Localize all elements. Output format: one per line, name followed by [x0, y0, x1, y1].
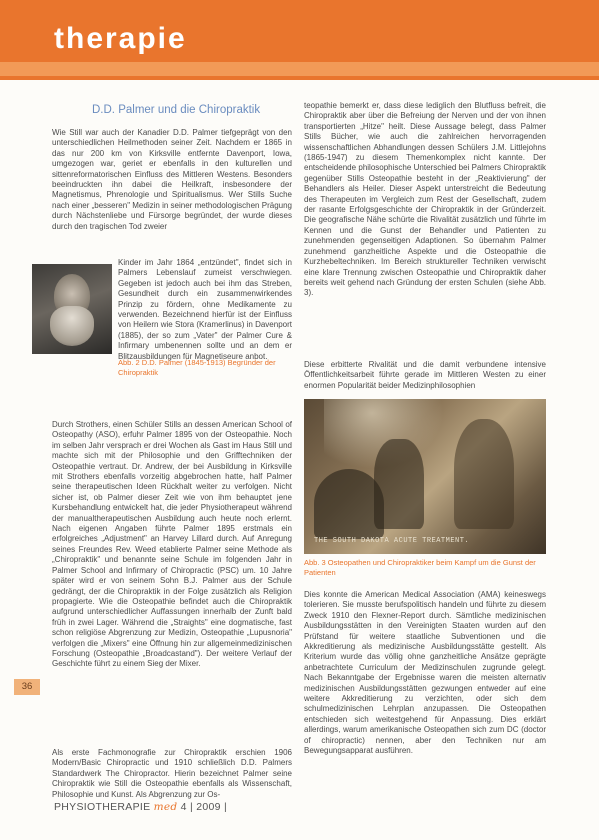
photo-caption: Abb. 3 Osteopathen und Chiropraktiker beim Kampf um die Gunst der Patienten [304, 558, 536, 577]
footer-med: med [153, 801, 178, 813]
footer [54, 801, 227, 813]
footer-magazine: PHYSIOTHERAPIE [54, 801, 151, 813]
header-stripe [0, 62, 599, 76]
paragraph: Dies konnte die American Medical Association (AMA) keineswegs tolerieren. Sie musste berufspolitisch handeln und führte zu diesem Zweck 1910 den Flexner-Report durch. Sämtliche medizinischen Ausbildungsstätten in den Vereinigten Staaten wurden auf den Prüfstand für weitere staatliche Subventionen und die Akkreditierung als medizinische Ausbildungsstätte gestellt. Als Kriterium wurde das völlig ohne ganzheitliche Ansätze geprägte anbetrachtete Curriculum der Medizinschulen zugrunde gelegt. Nach Bekanntgabe der Ergebnisse waren die meisten alternativ medizinischen Ausbildungsstätten gezwungen entweder auf eine weitere Akkreditierung zu verzichten, oder sich dem schulmedizinischen Lehrplan anzupassen. Die Osteopathen entschieden sich weitestgehend für Anpassung. Dies erklärt allerdings, warum amerikanische Osteopathen sich zum DC (doctor of chiropractic) nennen, aber den Techniken nur am Bewegungsapparat ausführen. [304, 590, 546, 756]
page-header [0, 0, 599, 80]
portrait-beard [50, 306, 94, 346]
photo-inscription: THE SOUTH DAKOTA ACUTE TREATMENT. [314, 537, 470, 545]
column-left-bottom [52, 420, 292, 670]
column-right-mid [304, 360, 546, 391]
article-title: D.D. Palmer und die Chiropraktik [92, 104, 261, 116]
paragraph: Kinder im Jahr 1864 „entzündet", findet sich in Palmers Lebenslauf zumeist verschwiegen. Gegeben ist jedoch auch bei ihm das Streben, Gesundheit durch ein zusammenwirkendes Prinzip zu fördern, ohne Medikamente zu verwenden. Bezeichnend hierfür ist der Einfluss von Heilern wie Stora (Kramerlinus) in Davenport (1885), der so zum „Vater" der Palmer Cure & Infirmary umbenennen sollte und an dem er Blitzausbildungen für Magnetiseure anbot. [118, 258, 292, 361]
paragraph: Wie Still war auch der Kanadier D.D. Palmer tiefgeprägt von den unterschiedlichen Heilmethoden seiner Zeit. Nachdem er 1865 in das nur 200 km von Kirksville entfernte Davenport, Iowa, umgezogen war, geriet er ebenfalls in den kulturellen und sittenreformatorischen Einfluss des Mittleren Westens. Besonders beeindruckten ihn dabei die Heilkraft, insbesondere der Magnetismus, Phrenologie und Spiritualismus. Wer Stills Suche nach einer „besseren" Medizin in seiner methodologischen Prägung durch Nächstenliebe und Fürsorge begründet, der wurde dieses durch den tragischen Tod zweier [52, 128, 292, 231]
portrait-caption: Abb. 2 D.D. Palmer (1845-1913) Begründer der Chiropraktik [118, 358, 276, 377]
column-left-end [52, 748, 292, 800]
historic-photo [304, 399, 546, 554]
paragraph: Diese erbitterte Rivalität und die damit verbundene intensive Öffentlichkeitsarbeit führte gerade im Mittleren Westen zu einer enormen Popularität beider Medizinphilosophien [304, 360, 546, 390]
portrait-image [32, 264, 112, 354]
section-title: therapie [54, 22, 187, 55]
photo-figure [374, 439, 424, 529]
paragraph: teopathie bemerkt er, dass diese lediglich den Blutfluss befreit, die Chiropraktik aber über die Befreiung der Nerven und der von ihnen transportierten „Hitze" heilt. Diese Aussage belegt, dass Palmer Stills Bücher, wie auch die zahlreichen hervorragenden wissenschaftlichen Abhandlungen dessen Schülers J.M. Littlejohns (1865-1947) zu diesem Themenkomplex nicht kannte. Der entscheidende philosophische Unterschied bei Palmers Chiropraktik gegenüber Stills Osteopathie besteht in der „Reaktivierung" der Behandlers als Heiler. Dieser Aspekt unterstreicht die Bedeutung des Therapeuten im Vergleich zum Rest der Gesellschaft, zudem der rasante Erfolgsgeschichte der Chiropraktik in der Gründerzeit. Die geografische Nähe schürte die Rivalität zusätzlich und führte im Kennen und die Gunst der Behandler und Patienten zu zunehmenden gegenseitigen Adaptionen. So übernahm Palmer zunehmend ganzheitliche Aspekte und die Osteopathie die Kurzhebeltechniken. Im Bereich struktureller Techniken verwischt eine klare Trennung zwischen Osteopathie und Chiropraktik daher bereits weit gehend nach Gründung der ersten Schulen (siehe Abb. 3). [304, 101, 546, 298]
page-number: 36 [14, 679, 40, 695]
column-left-mid [118, 258, 292, 362]
paragraph: Als erste Fachmonografie zur Chiropraktik erschien 1906 Modern/Basic Chiropractic und 1910 schließlich D.D. Palmers Standardwerk The Chiropractor. Hierin bezeichnet Palmer seine Chiropraktik wie Still die Osteopathie ebenfalls als Wissenschaft, Philosophie und Kunst. Als Abgrenzung zur Os- [52, 748, 292, 799]
paragraph: Durch Strothers, einen Schüler Stills an dessen American School of Osteopathy (ASO), erfuhr Palmer 1895 von der Osteopathie. Noch im selben Jahr versprach er drei Wochen als Gast im Haus Still und machte sich mit der Philosophie und den Grifftechniken der Osteopathie vertraut. Dr. Andrew, der bei Ausbildung in Kirksville mit Strothers ebenfalls vorzeitig abgebrochen hatte, half Palmer seine therapeutischen Ideen Rückhalt weiter zu verfolgen. Nicht sicher ist, ob Palmer dieser Zeit wie von ihm behauptet jene Kursbehandlung entwickelt hat, die jeder Physiotherapeut während der manualtherapeutischen Ausbildung auch heute noch erlernt. Nach eigenen Angaben führte Palmer 1895 erstmals ein erfolgreiches „Adjustment" an Harvey Lillard durch. Auf Anregung seines Freundes Rev. Weed etablierte Palmer seine Methode als „Chiropraktik" und benannte seine Schule im folgenden Jahr in Palmer School and Infirmary of Chiropractic (PSC) um. 10 Jahre später wird er von seinem Sohn B.J. Palmer aus der Schule gedrängt, der die Chiropraktik in der Folge zusätzlich als Religion propagierte. Wie die Osteopathie befindet auch die Chiropraktik aufgrund unterschiedlicher Auffassungen innerhalb der Zunft bald früh in zwei Lager. Während die „Straights" eine dogmatische, fast schon religiöse Abgrenzung zur Medizin, Osteopathie „Lupusnoria" verfolgen die „Mixers" eine Öffnung hin zur allgemeinmedizinischen Forschung (Osteopathie „Broadcastand"). Der weitere Verlauf der Geschichte führt zu einem Sieg der Mixer. [52, 420, 292, 669]
column-right-top [304, 101, 546, 299]
column-right-bottom [304, 590, 546, 757]
footer-issue: 4 | 2009 | [180, 801, 228, 813]
column-left-top [52, 128, 292, 232]
photo-figure [454, 419, 514, 529]
